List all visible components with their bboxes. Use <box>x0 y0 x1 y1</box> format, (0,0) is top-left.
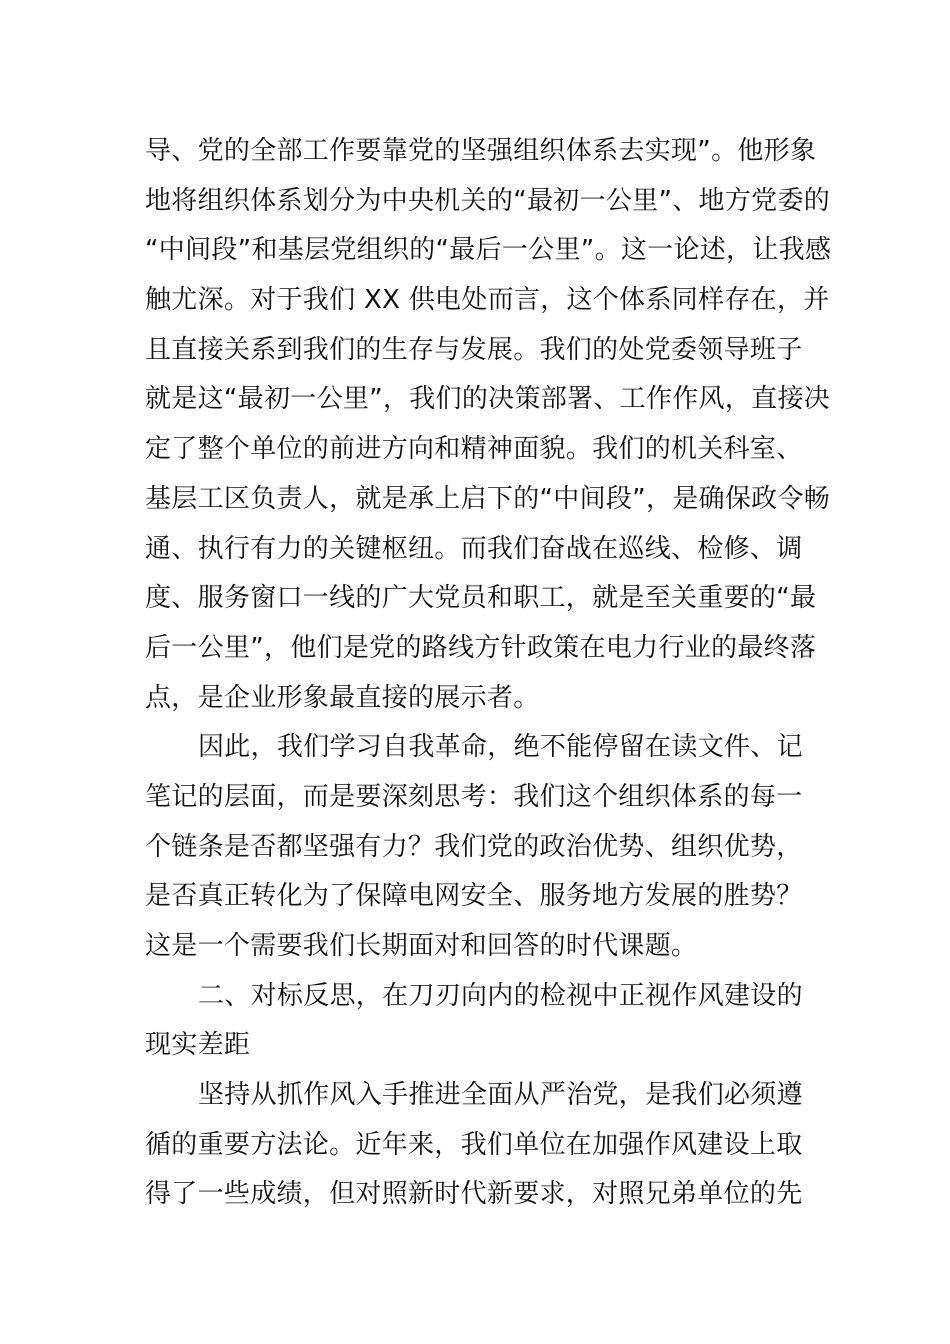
text-line: 度、服务窗口一线的广大党员和职工，就是至关重要的“最 <box>145 583 817 614</box>
text-line: 这是一个需要我们长期面对和回答的时代课题。 <box>145 931 698 961</box>
text-line: 基层工区负责人，就是承上启下的“中间段”，是确保政令畅 <box>145 483 831 514</box>
text-line: 就是这“最初一公里”，我们的决策部署、工作作风，直接决 <box>145 384 831 415</box>
text-line: 个链条是否都坚强有力？我们党的政治优势、组织优势， <box>145 831 803 862</box>
text-line: 定了整个单位的前进方向和精神面貌。我们的机关科室、 <box>145 434 803 465</box>
text-line: 且直接关系到我们的生存与发展。我们的处党委领导班子 <box>145 334 803 365</box>
paragraph-start-line: 坚持从抓作风入手推进全面从严治党，是我们必须遵 <box>198 1080 803 1111</box>
text-line: “中间段”和基层党组织的“最后一公里”。这一论述，让我感 <box>145 235 832 266</box>
text-line: 循的重要方法论。近年来，我们单位在加强作风建设上取 <box>145 1129 803 1160</box>
text-line: 得了一些成绩，但对照新时代新要求，对照兄弟单位的先 <box>145 1179 803 1210</box>
section-heading-line: 二、对标反思，在刀刃向内的检视中正视作风建设的 <box>198 980 803 1011</box>
text-line: 点，是企业形象最直接的展示者。 <box>145 682 540 713</box>
body-text <box>145 127 832 1220</box>
text-line: 后一公里”，他们是党的路线方针政策在电力行业的最终落 <box>145 632 817 663</box>
text-line: 是否真正转化为了保障电网安全、服务地方发展的胜势？ <box>145 881 803 912</box>
section-heading-line: 现实差距 <box>145 1030 251 1061</box>
text-line: 导、党的全部工作要靠党的坚强组织体系去实现”。他形象 <box>145 136 817 166</box>
text-line: 地将组织体系划分为中央机关的“最初一公里”、地方党委的 <box>145 185 831 216</box>
text-line: 触尤深。对于我们 XX 供电处而言，这个体系同样存在，并 <box>145 285 830 316</box>
paragraph-start-line: 因此，我们学习自我革命，绝不能停留在读文件、记 <box>198 732 803 763</box>
text-line: 笔记的层面，而是要深刻思考：我们这个组织体系的每一 <box>145 781 803 812</box>
text-line: 通、执行有力的关键枢纽。而我们奋战在巡线、检修、调 <box>145 533 803 564</box>
